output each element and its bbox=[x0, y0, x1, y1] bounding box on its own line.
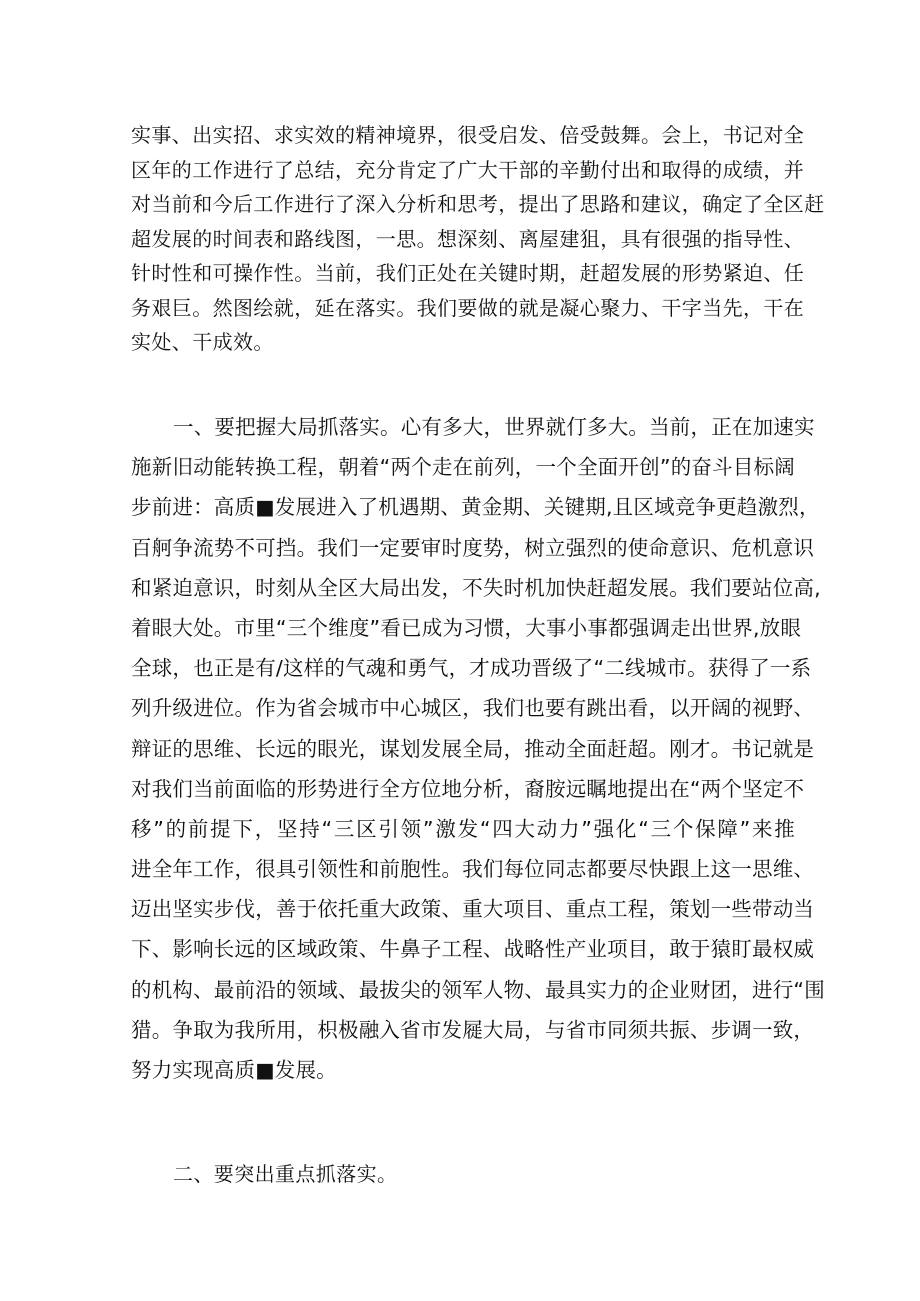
text-line: 实事、出实招、求实效的精神境界，很受启发、倍受鼓舞。会上，书记对全 bbox=[131, 123, 805, 147]
text-line: 对我们当前面临的形势进行全方位地分析，裔胺远瞩地提出在“两个坚定不 bbox=[131, 776, 805, 801]
text-line: 下、影响长远的区域政策、牛鼻子工程、战略性产业项目，敢于猿盯最权威 bbox=[131, 937, 815, 962]
text-line: 辩证的思维、长远的眼光，谋划发展全局，推动全面赶超。刚才。书记就是 bbox=[131, 736, 815, 761]
text-line: 针时性和可操作性。当前，我们正处在关键时期，赶超发展的形势紧迫、任 bbox=[131, 261, 805, 285]
text-line: 超发展的时间表和路线图，一思。想深刻、离屋建狙，具有很强的指导性、 bbox=[131, 226, 805, 251]
text-line: 实处、干成效。 bbox=[131, 330, 274, 354]
text-line: 步前进：高质■发展进入了机遇期、黄金期、关键期,且区域竞争更趋激烈， bbox=[131, 495, 820, 520]
text-line: 移”的前提下，坚持“三区引领”激发“四大动力”强化“三个保障”来推 bbox=[131, 816, 795, 841]
section-one-heading-line: 一、要把握大局抓落实。心有多大，世界就仃多大。当前，正在加速实 bbox=[173, 415, 815, 439]
text-line: 施新旧动能转换工程，朝着“两个走在前列，一个全面开创”的奋斗目标阔 bbox=[131, 455, 795, 480]
text-line: 和紧迫意识，时刻从全区大局出发，不失时机加快赶超发展。我们要站位高, bbox=[131, 575, 821, 600]
text-line: 迈出坚实步伐，善于依托重大政策、重大项目、重点工程，策划一些带动当 bbox=[131, 897, 815, 922]
text-line: 的机构、最前沿的领域、最拔尖的领军人物、最具实力的企业财团，进行“围 bbox=[131, 977, 825, 1002]
section-one-paragraph bbox=[131, 407, 825, 1090]
text-line: 努力实现高质■发展。 bbox=[131, 1058, 337, 1082]
text-line: 区年的工作进行了总结，充分肯定了广大干部的辛勤付出和取得的成绩，并 bbox=[131, 157, 805, 182]
text-line: 进全年工作，很具引领性和前胞性。我们每位同志都要尽快跟上这一思维、 bbox=[131, 857, 815, 882]
text-line: 百舸争流势不可挡。我们一定要审时度势，树立强烈的使命意识、危机意识 bbox=[131, 535, 815, 560]
text-line: 列升级进位。作为省会城市中心城区，我们也要有跳出看，以开阔的视野、 bbox=[131, 696, 815, 721]
text-line: 务艰巨。然图绘就，延在落实。我们要做的就是凝心聚力、干字当先，干在 bbox=[131, 295, 805, 320]
text-line: 对当前和今后工作进行了深入分析和思考，提出了思路和建议，确定了全区赶 bbox=[131, 192, 825, 216]
intro-paragraph bbox=[131, 118, 825, 360]
section-two-heading: 二、要突出重点抓落实。 bbox=[173, 1162, 398, 1186]
text-line: 着眼大处。市里“三个维度”看已成为习惯，大事小事都强调走出世界,放眼 bbox=[131, 615, 802, 640]
text-line: 全球，也正是有/这样的气魂和勇气，才成功晋级了“二线城市。获得了一系 bbox=[131, 656, 812, 681]
text-line: 猎。争取为我所用，枳极融入省市发屣大局，与省市同须共振、步调一致， bbox=[131, 1017, 815, 1042]
